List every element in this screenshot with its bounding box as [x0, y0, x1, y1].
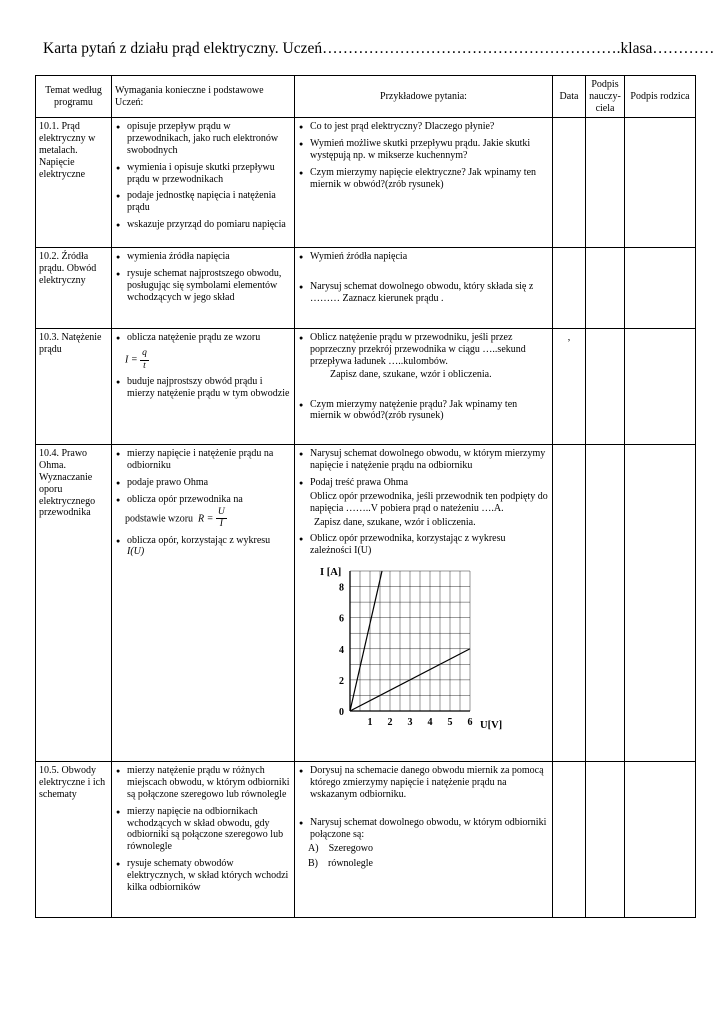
question-item: ● Podaj treść prawa Ohma — [310, 477, 549, 489]
requirement-item: ● podaje prawo Ohma — [127, 477, 291, 489]
question-item: ● Narysuj schemat dowolnego obwodu, w którym mierzymy napięcie i natężenie prądu na odbiorniku — [310, 448, 549, 472]
teacher-signature-cell[interactable] — [586, 762, 625, 918]
date-cell[interactable]: , — [553, 329, 586, 445]
topic-cell: 10.4. Prawo Ohma. Wyznaczanie oporu elektrycznego przewodnika — [36, 445, 112, 762]
formula-lhs: R = — [198, 512, 214, 524]
current-formula — [115, 349, 291, 371]
header-parent-signature: Podpis rodzica — [625, 76, 696, 118]
requirements-cell — [112, 445, 295, 762]
teacher-signature-cell[interactable] — [586, 445, 625, 762]
requirements-cell — [112, 329, 295, 445]
questions-cell — [295, 762, 553, 918]
formula-fraction — [216, 508, 227, 530]
questions-cell — [295, 248, 553, 329]
requirement-item: ● wskazuje przyrząd do pomiaru napięcia — [127, 219, 291, 231]
topic-cell: 10.2. Źródła prądu. Obwód elektryczny — [36, 248, 112, 329]
requirement-item: ● buduje najprostszy obwód prądu i mierzy natężenie prądu w tym obwodzie — [127, 376, 291, 400]
y-tick-label: 4 — [339, 644, 344, 656]
series-line-steep — [350, 571, 382, 711]
formula-denominator: t — [143, 360, 146, 371]
requirements-cell — [112, 762, 295, 918]
y-tick-label: 0 — [339, 706, 344, 718]
resistance-formula — [115, 508, 291, 530]
questions-cell — [295, 118, 553, 248]
teacher-signature-cell[interactable] — [586, 118, 625, 248]
answer-option — [308, 858, 549, 870]
parent-signature-cell[interactable] — [625, 762, 696, 918]
header-teacher-signature: Podpis nauczy-ciela — [586, 76, 625, 118]
x-tick-label: 3 — [407, 716, 413, 728]
x-tick-label: 2 — [387, 716, 393, 728]
formula-denominator: I — [219, 519, 223, 530]
table-row — [36, 248, 696, 329]
x-tick-label: 1 — [367, 716, 373, 728]
parent-signature-cell[interactable] — [625, 248, 696, 329]
question-note: Zapisz dane, szukane, wzór i obliczenia. — [314, 517, 476, 529]
questions-cell — [295, 445, 553, 762]
parent-signature-cell[interactable] — [625, 445, 696, 762]
table-row — [36, 762, 696, 918]
header-questions: Przykładowe pytania: — [295, 76, 553, 118]
table-row — [36, 118, 696, 248]
graph-label: I(U) — [127, 546, 145, 558]
requirement-item: ● mierzy natężenie prądu w różnych miejscach obwodu, w którym odbiorniki są połączone szeregowo lub równolegle — [127, 765, 291, 800]
question-item: ● Czym mierzymy napięcie elektryczne? Jak wpinamy ten miernik w obwód?(zrób rysunek) — [310, 167, 549, 191]
date-cell[interactable] — [553, 118, 586, 248]
date-cell[interactable] — [553, 248, 586, 329]
y-tick-label: 2 — [339, 675, 344, 687]
questions-table — [35, 75, 696, 918]
formula-lhs: I = — [125, 354, 138, 366]
date-cell[interactable] — [553, 762, 586, 918]
question-item: ● Dorysuj na schemacie danego obwodu miernik za pomocą którego zmierzymy napięcie i natężenie prądu na wskazanym odbiorniku. — [310, 765, 549, 800]
ohm-law-chart — [310, 561, 510, 731]
formula-numerator: U — [216, 508, 227, 520]
y-axis-label: I [A] — [320, 566, 342, 578]
question-text: Oblicz opór przewodnika, jeśli przewodnik ten podpięty do napięcia ……..V pobiera prąd o nateżeniu ….A. — [310, 490, 548, 514]
requirement-item: ● wymienia źródła napięcia — [127, 251, 291, 263]
date-cell[interactable] — [553, 445, 586, 762]
table-row — [36, 445, 696, 762]
requirement-item — [127, 535, 291, 559]
header-date: Data — [553, 76, 586, 118]
requirement-item: ● rysuje schemat najprostszego obwodu, posługując się symbolami elementów wchodzących w jego skład — [127, 268, 291, 303]
question-item: ● Oblicz opór przewodnika, korzystając z wykresu zależności I(U) — [310, 533, 549, 557]
teacher-signature-cell[interactable] — [586, 248, 625, 329]
question-item: ● Oblicz natężenie prądu w przewodniku, jeśli przez poprzeczny przekrój przewodnika w ciągu …..sekund przepływa ładunek …..kulombów. — [310, 332, 549, 367]
header-topic: Temat według programu — [36, 76, 112, 118]
requirement-item: ● opisuje przepływ prądu w przewodnikach, jako ruch elektronów swobodnych — [127, 121, 291, 156]
requirement-item: ● mierzy napięcie na odbiornikach wchodzących w skład obwodu, gdy odbiorniki są połączone szeregowo lub równolegle — [127, 806, 291, 853]
question-item: ● Wymień możliwe skutki przepływu prądu. Jakie skutki występują np. w mikserze kuchennym? — [310, 138, 549, 162]
requirement-item: ● wymienia i opisuje skutki przepływu prądu w przewodnikach — [127, 162, 291, 186]
answer-option — [308, 843, 549, 855]
y-tick-label: 8 — [339, 582, 344, 594]
topic-cell: 10.3. Natężenie prądu — [36, 329, 112, 445]
question-item: ● Narysuj schemat dowolnego obwodu, w którym odbiorniki połączone są: — [310, 817, 549, 841]
question-item: ● Co to jest prąd elektryczny? Dlaczego płynie? — [310, 121, 549, 133]
requirement-item: ● podaje jednostkę napięcia i natężenia prądu — [127, 190, 291, 214]
x-axis-label: U[V] — [480, 719, 503, 731]
x-tick-label: 5 — [447, 716, 453, 728]
teacher-signature-cell[interactable] — [586, 329, 625, 445]
formula-prefix: podstawie wzoru — [125, 512, 194, 524]
option-letter: A) — [308, 843, 319, 855]
table-row — [36, 329, 696, 445]
y-tick-label: 6 — [339, 613, 344, 625]
requirement-item: ● oblicza natężenie prądu ze wzoru — [127, 332, 291, 344]
question-note: Zapisz dane, szukane, wzór i obliczenia. — [330, 368, 492, 380]
option-letter: B) — [308, 858, 318, 870]
option-text: Szeregowo — [328, 843, 373, 855]
requirement-item: ● oblicza opór przewodnika na — [127, 494, 291, 506]
requirement-item: ● rysuje schematy obwodów elektrycznych, w skład których wchodzi kilka odbiorników — [127, 858, 291, 893]
requirement-text: oblicza opór, korzystając z wykresu — [127, 534, 271, 546]
question-item: ● Wymień źródła napięcia — [310, 251, 549, 263]
topic-cell: 10.1. Prąd elektryczny w metalach. Napięcie elektryczne — [36, 118, 112, 248]
parent-signature-cell[interactable] — [625, 329, 696, 445]
parent-signature-cell[interactable] — [625, 118, 696, 248]
question-item: ● Czym mierzymy natężenie prądu? Jak wpinamy ten miernik w obwód?(zrób rysunek) — [310, 399, 549, 423]
x-tick-label: 4 — [427, 716, 433, 728]
requirements-cell — [112, 118, 295, 248]
formula-numerator: q — [140, 349, 149, 361]
question-item: ● Narysuj schemat dowolnego obwodu, który składa się z ……… Zaznacz kierunek prądu . — [310, 281, 549, 305]
x-tick-label: 6 — [467, 716, 473, 728]
questions-cell — [295, 329, 553, 445]
header-requirements: Wymagania konieczne i podstawowe Uczeń: — [112, 76, 295, 118]
option-text: równolegle — [328, 858, 373, 870]
table-header-row — [36, 76, 696, 118]
formula-fraction — [140, 349, 149, 371]
requirement-item: ● mierzy napięcie i natężenie prądu na odbiorniku — [127, 448, 291, 472]
requirements-cell — [112, 248, 295, 329]
page-title: Karta pytań z działu prąd elektryczny. Uczeń………………………………………………….klasa………… — [43, 40, 715, 57]
topic-cell: 10.5. Obwody elektryczne i ich schematy — [36, 762, 112, 918]
